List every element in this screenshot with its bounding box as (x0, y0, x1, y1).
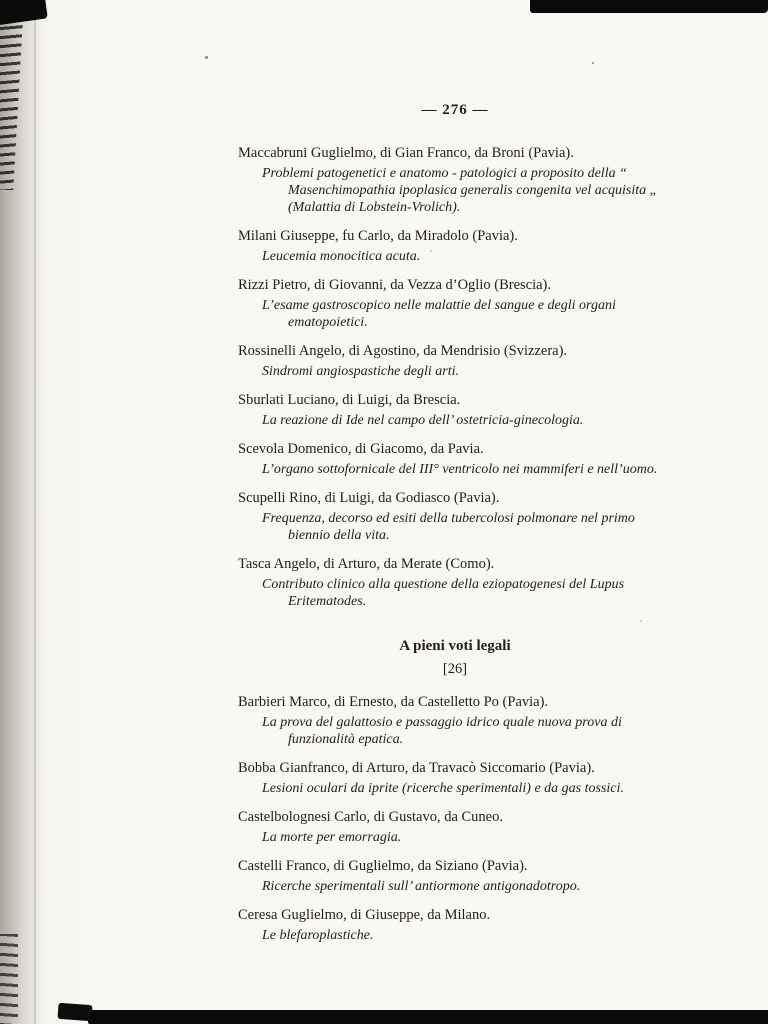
thesis-title: L’esame gastroscopico nelle malattie del sangue e degli organi ematopoietici. (262, 298, 616, 330)
graduate-entry (238, 277, 672, 331)
section-title: A pieni voti legali (399, 638, 511, 654)
thesis-title: Sindromi angiospastiche degli arti. (262, 364, 460, 379)
graduate-name: Bobba Gianfranco, di Arturo, da Travacò Siccomario (Pavia). (238, 760, 595, 776)
graduate-entry (238, 809, 672, 846)
thesis-title: Problemi patogenetici e anatomo - patologici a proposito della “ Masenchimopathia ipoplasica generalis congenita vel acquisita „ (Malattia di Lobstein-Vrolich). (262, 166, 658, 215)
thesis-title: L’organo sottofornicale del III° ventricolo nei mammiferi e nell’uomo. (262, 462, 658, 477)
graduate-entry (238, 694, 672, 748)
thesis-title: Contributo clinico alla questione della eziopatogenesi del Lupus Eritematodes. (262, 577, 625, 609)
thesis-title: La reazione di Ide nel campo dell’ ostetricia-ginecologia. (262, 413, 584, 428)
graduate-name: Scevola Domenico, di Giacomo, da Pavia. (238, 441, 484, 457)
graduate-entry (238, 392, 672, 429)
graduate-name: Ceresa Guglielmo, di Giuseppe, da Milano. (238, 907, 491, 923)
section-continued (238, 145, 672, 610)
graduate-name: Castelli Franco, di Guglielmo, da Siziano (Pavia). (238, 858, 528, 874)
graduate-entry (238, 490, 672, 544)
graduate-name: Rossinelli Angelo, di Agostino, da Mendrisio (Svizzera). (238, 343, 568, 359)
graduate-name: Rizzi Pietro, di Giovanni, da Vezza d’Oglio (Brescia). (238, 277, 552, 293)
graduate-entry (238, 343, 672, 380)
thesis-title: Leucemia monocitica acuta. (262, 249, 421, 264)
thesis-title: Le blefaroplastiche. (262, 928, 374, 943)
graduate-name: Sburlati Luciano, di Luigi, da Brescia. (238, 392, 461, 408)
page-number: — 276 — (421, 102, 489, 118)
graduate-entry (238, 760, 672, 797)
thesis-title: La morte per emorragia. (262, 830, 402, 845)
graduate-name: Castelbolognesi Carlo, di Gustavo, da Cuneo. (238, 809, 503, 825)
section-count: [26] (442, 661, 468, 677)
graduate-name: Maccabruni Guglielmo, di Gian Franco, da Broni (Pavia). (238, 145, 574, 161)
graduate-entry (238, 441, 672, 478)
graduate-entry (238, 556, 672, 610)
graduate-entry (238, 145, 672, 216)
graduate-entry (238, 228, 672, 265)
graduate-name: Barbieri Marco, di Ernesto, da Castelletto Po (Pavia). (238, 694, 549, 710)
section-header (238, 638, 672, 678)
section-a-pieni-voti-legali (238, 638, 672, 944)
graduate-name: Milani Giuseppe, fu Carlo, da Miradolo (Pavia). (238, 228, 518, 244)
graduate-entry (238, 907, 672, 944)
graduate-name: Tasca Angelo, di Arturo, da Merate (Como). (238, 556, 495, 572)
thesis-title: La prova del galattosio e passaggio idrico quale nuova prova di funzionalità epatica. (262, 715, 622, 747)
thesis-title: Ricerche sperimentali sull’ antiormone antigonadotropo. (262, 879, 581, 894)
thesis-title: Lesioni oculari da iprite (ricerche sperimentali) e da gas tossici. (262, 781, 624, 796)
thesis-title: Frequenza, decorso ed esiti della tubercolosi polmonare nel primo biennio della vita. (262, 511, 635, 543)
graduate-name: Scupelli Rino, di Luigi, da Godiasco (Pavia). (238, 490, 500, 506)
graduate-entry (238, 858, 672, 895)
